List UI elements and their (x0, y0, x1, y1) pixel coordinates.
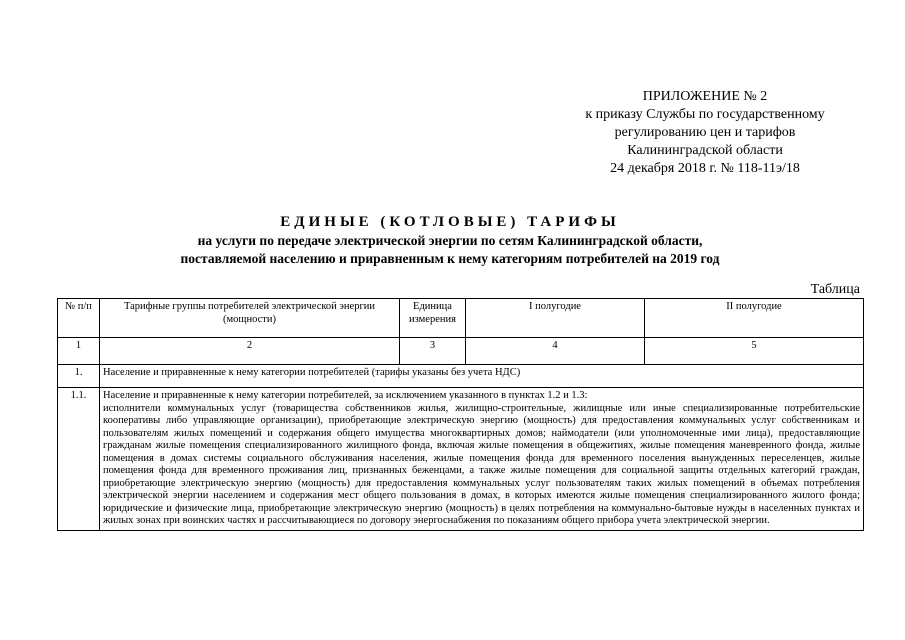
appendix-agency: регулированию цен и тарифов (614, 125, 796, 140)
column-number: 2 (100, 338, 400, 365)
column-number: 5 (645, 338, 864, 365)
header-half-2: II полугодие (645, 299, 864, 338)
table-row (58, 388, 864, 531)
row-number: 1.1. (58, 388, 100, 531)
column-number: 4 (466, 338, 645, 365)
row-number: 1. (58, 365, 100, 388)
appendix-date-number: 24 декабря 2018 г. № 118-11э/18 (610, 161, 800, 176)
title-subtitle-line-1: на услуги по передаче электрической энергии по сетям Калининградской области, (197, 233, 703, 248)
appendix-order-ref: к приказу Службы по государственному (585, 107, 825, 122)
table-header-row (58, 299, 864, 338)
table-row (58, 365, 864, 388)
table-label: Таблица (810, 282, 860, 297)
tariffs-table (57, 298, 864, 531)
row-description-body: исполнители коммунальных услуг (товарищества собственников жилья, жилищно-строительные, жилищные или иные специализированные потребительские кооперативы либо управляющие организации), приобретающие электрическую энергию (мощность) для предоставления коммунальных услуг собственникам и пользователям жилых помещений и содержания общего имущества многоквартирных домов; наймодатели (или уполномоченные ими лица), предоставляющие гражданам жилые помещения специализированного жилищного фонда, включая жилые помещения в общежитиях, жилые помещения маневренного фонда, жилые помещения в домах системы социального обслуживания населения, жилые помещения фонда для временного поселения вынужденных переселенцев, жилые помещения фонда для временного проживания лиц, признанных беженцами, а также жилые помещения для социальной защиты отдельных категорий граждан, приобретающие электрическую энергию (мощность) для предоставления коммунальных услуг пользователям таких жилых помещений в объемах потребления электрической энергии населением и содержания мест общего пользования в домах, в которых имеются жилые помещения специализированного жилого фонда; юридические и физические лица, приобретающие электрическую энергию (мощность) в целях потребления на коммунально-бытовые нужды в населенных пунктах и жилых зонах при воинских частях и рассчитывающиеся по договору энергоснабжения по показаниям общего прибора учета электрической энергии. (103, 402, 860, 526)
appendix-region: Калининградской области (627, 143, 783, 158)
column-number: 3 (400, 338, 466, 365)
header-num: № п/п (58, 299, 100, 338)
column-number: 1 (58, 338, 100, 365)
document-title (60, 212, 840, 268)
row-description (100, 388, 864, 531)
column-numbers-row (58, 338, 864, 365)
title-subtitle-line-2: поставляемой населению и приравненным к нему категориям потребителей на 2019 год (180, 251, 720, 266)
row-category-text: Население и приравненные к нему категории потребителей (тарифы указаны без учета НДС) (100, 365, 864, 388)
header-half-1: I полугодие (466, 299, 645, 338)
appendix-title: ПРИЛОЖЕНИЕ № 2 (642, 89, 768, 104)
appendix-header (560, 88, 850, 178)
header-unit: Единица измерения (400, 299, 466, 338)
header-group: Тарифные группы потребителей электрической энергии (мощности) (100, 299, 400, 338)
title-main: ЕДИНЫЕ (КОТЛОВЫЕ) ТАРИФЫ (280, 214, 620, 230)
row-description-intro: Население и приравненные к нему категории потребителей, за исключением указанного в пунктах 1.2 и 1.3: (103, 390, 588, 401)
